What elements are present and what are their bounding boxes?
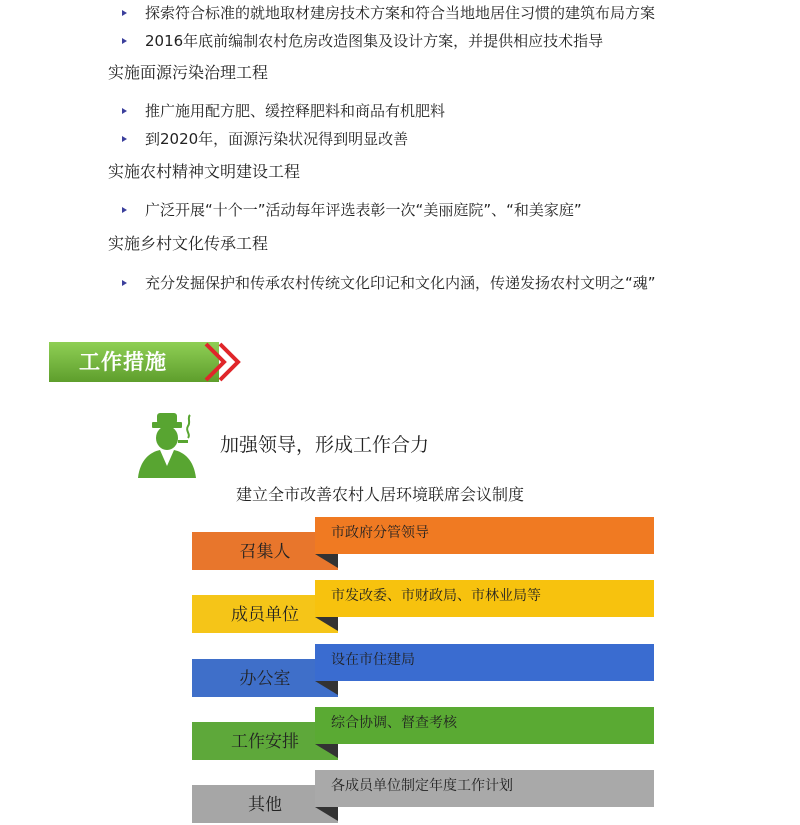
bullet-item bbox=[122, 31, 603, 51]
bullet-triangle-icon bbox=[122, 136, 127, 142]
bullet-item bbox=[122, 273, 656, 293]
bullet-text: 到2020年，面源污染状况得到明显改善 bbox=[145, 130, 409, 148]
structure-row-convener bbox=[192, 517, 654, 572]
bullet-text: 探索符合标准的就地取材建房技术方案和符合当地地居住习惯的建筑布局方案 bbox=[145, 4, 656, 22]
bullet-text: 推广施用配方肥、缓控释肥料和商品有机肥料 bbox=[145, 102, 446, 120]
bullet-triangle-icon bbox=[122, 10, 127, 16]
bullet-item bbox=[122, 3, 655, 23]
double-chevron-right-icon bbox=[200, 340, 246, 386]
bullet-item bbox=[122, 200, 582, 220]
row-desc: 综合协调、督查考核 bbox=[315, 707, 654, 744]
bullet-triangle-icon bbox=[122, 280, 127, 286]
bullet-item bbox=[122, 129, 408, 149]
ribbon-fold bbox=[315, 617, 338, 631]
row-desc: 设在市住建局 bbox=[315, 644, 654, 681]
section-heading: 实施面源污染治理工程 bbox=[108, 63, 269, 82]
bullet-text: 广泛开展“十个一”活动每年评选表彰一次“美丽庭院”、“和美家庭” bbox=[145, 201, 582, 219]
row-label: 办公室 bbox=[192, 659, 338, 697]
bullet-triangle-icon bbox=[122, 38, 127, 44]
row-desc: 各成员单位制定年度工作计划 bbox=[315, 770, 654, 807]
ribbon-fold bbox=[315, 554, 338, 568]
bullet-text: 2016年底前编制农村危房改造图集及设计方案，并提供相应技术指导 bbox=[145, 32, 604, 50]
ribbon-fold bbox=[315, 681, 338, 695]
bullet-triangle-icon bbox=[122, 108, 127, 114]
bullet-triangle-icon bbox=[122, 207, 127, 213]
leadership-subtitle: 建立全市改善农村人居环境联席会议制度 bbox=[236, 485, 525, 504]
person-smoking-icon bbox=[138, 412, 200, 478]
row-desc: 市发改委、市财政局、市林业局等 bbox=[315, 580, 654, 617]
leadership-title: 加强领导，形成工作合力 bbox=[220, 434, 430, 456]
section-heading: 实施乡村文化传承工程 bbox=[108, 234, 269, 253]
structure-row-members bbox=[192, 580, 654, 635]
section-heading: 实施农村精神文明建设工程 bbox=[108, 162, 301, 181]
ribbon-fold bbox=[315, 744, 338, 758]
row-label: 召集人 bbox=[192, 532, 338, 570]
row-label: 工作安排 bbox=[192, 722, 338, 760]
bullet-text: 充分发掘保护和传承农村传统文化印记和文化内涵，传递发扬农村文明之“魂” bbox=[145, 274, 656, 292]
row-label: 其他 bbox=[192, 785, 338, 823]
ribbon-fold bbox=[315, 807, 338, 821]
section-banner: 工作措施 bbox=[49, 342, 219, 382]
structure-row-work bbox=[192, 707, 654, 762]
structure-row-other bbox=[192, 770, 654, 815]
bullet-item bbox=[122, 101, 445, 121]
row-desc: 市政府分管领导 bbox=[315, 517, 654, 554]
row-label: 成员单位 bbox=[192, 595, 338, 633]
structure-row-office bbox=[192, 644, 654, 699]
